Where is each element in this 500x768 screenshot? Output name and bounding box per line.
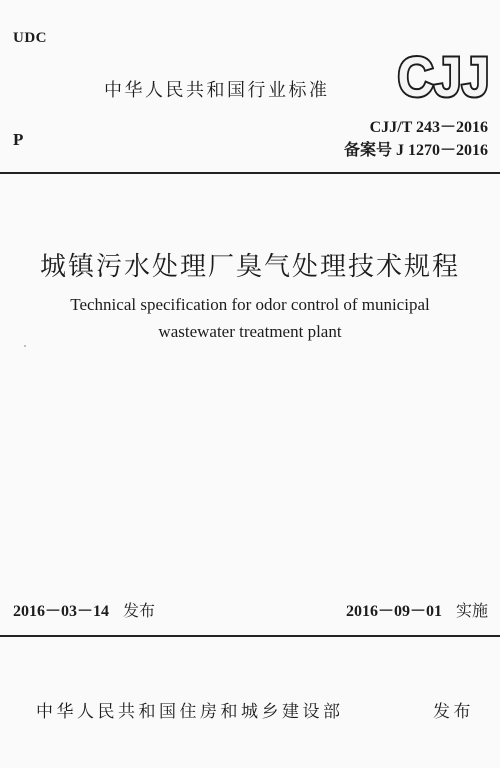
bottom-divider <box>0 635 500 637</box>
cjj-logo <box>396 46 491 102</box>
chinese-title: 城镇污水处理厂臭气处理技术规程 <box>39 252 460 282</box>
standard-number: CJJ/T 243－2016 <box>369 119 488 136</box>
udc-label: UDC <box>13 30 47 46</box>
issue-label: 发布 <box>433 702 474 722</box>
english-title-line-1: Technical specification for odor control of municipal <box>70 295 430 314</box>
classification-code: P <box>13 130 24 149</box>
issuing-ministry: 中华人民共和国住房和城乡建设部 <box>36 702 344 722</box>
filing-number: 备案号 J 1270－2016 <box>343 142 488 159</box>
effective-date-block <box>346 598 488 621</box>
effective-label: 实施 <box>455 601 488 620</box>
top-divider <box>0 172 500 174</box>
publish-date: 2016－03－14 <box>13 603 110 620</box>
publish-label: 发布 <box>123 601 156 620</box>
standard-number-block <box>344 116 488 162</box>
english-title <box>40 291 460 345</box>
speck-mark <box>24 345 26 347</box>
english-title-line-2: wastewater treatment plant <box>158 322 342 341</box>
industry-standard-title: 中华人民共和国行业标准 <box>104 80 330 101</box>
publish-date-block <box>13 598 155 621</box>
cjj-logo-text: CJJ <box>397 46 490 102</box>
effective-date: 2016－09－01 <box>345 603 442 620</box>
